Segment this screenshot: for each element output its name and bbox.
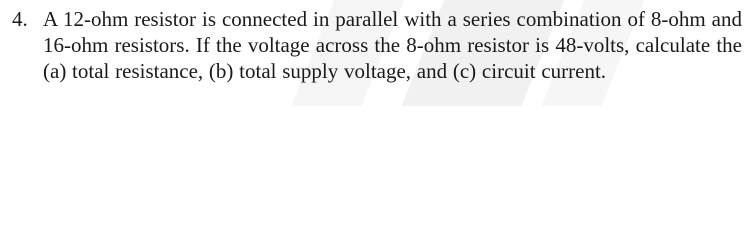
problem-number: 4. xyxy=(12,7,28,31)
problem-statement xyxy=(12,6,742,84)
problem-text: A 12-ohm resistor is connected in parallel with a series combination of 8-ohm and 16-ohm resistors. If the voltage across the 8-ohm resistor is 48-volts, calculate the (a) total resistance, (b) total supply voltage, and (c) circuit current. xyxy=(43,7,742,83)
